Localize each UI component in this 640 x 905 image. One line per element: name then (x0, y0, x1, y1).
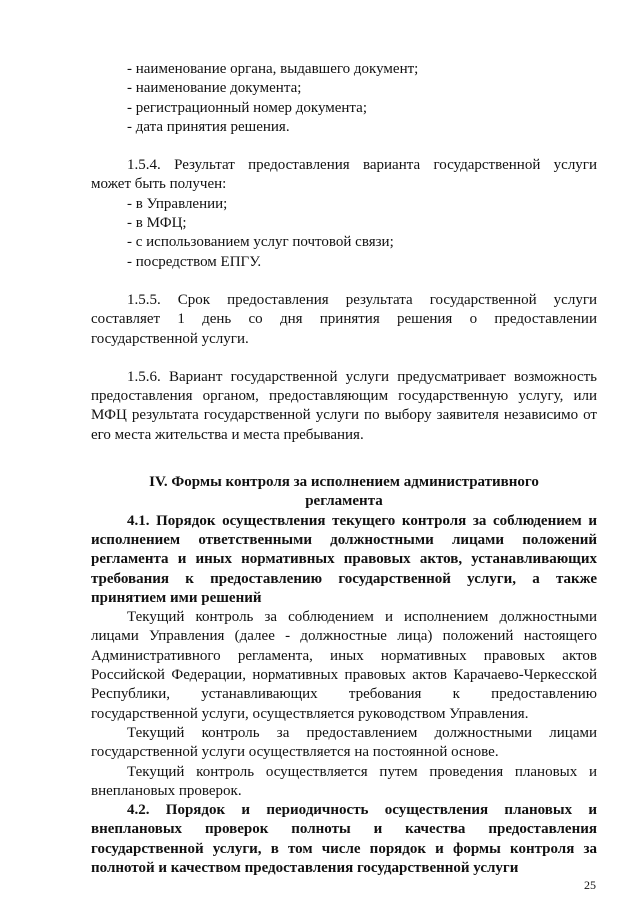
paragraph-line: государственной услуги осуществляется на постоянной основе. (91, 744, 499, 761)
list-item: - наименование документа; (127, 80, 302, 97)
heading-line: государственной услуги, в том числе порядок и формы контроля за (91, 840, 597, 857)
page-number: 25 (584, 878, 596, 892)
paragraph-line: Текущий контроль осуществляется путем проведения плановых и (127, 763, 597, 780)
section-title-line: регламента (305, 493, 383, 510)
paragraph-line: государственной услуги, осуществляется руководством Управления. (91, 705, 529, 722)
list-item: - дата принятия решения. (127, 118, 290, 135)
heading-line: внеплановых проверок полноты и качества предоставления (91, 821, 597, 838)
list-item: - с использованием услуг почтовой связи; (127, 234, 394, 251)
list-item: - посредством ЕПГУ. (127, 253, 262, 270)
heading-line: принятием ими решений (91, 589, 262, 606)
heading-line: 4.1. Порядок осуществления текущего контроля за соблюдением и (127, 512, 597, 529)
subsection-4-1-paragraph-2 (91, 724, 597, 763)
paragraph-line: составляет 1 день со дня принятия решения о предоставлении (91, 311, 597, 328)
subsection-4-1-paragraph-3 (91, 763, 597, 802)
paragraph-line: МФЦ результата государственной услуги по выбору заявителя независимо от (91, 407, 597, 424)
heading-line: исполнением ответственными должностными лицами положений (91, 531, 597, 548)
paragraph-line: предоставления органом, предоставляющим государственную услугу, или (91, 388, 597, 405)
paragraph-line: Текущий контроль за соблюдением и исполнением должностными (127, 609, 597, 626)
paragraph-line: может быть получен: (91, 176, 227, 193)
paragraph-line: 1.5.6. Вариант государственной услуги предусматривает возможность (127, 368, 597, 385)
paragraph-line: 1.5.4. Результат предоставления варианта государственной услуги (127, 157, 597, 174)
heading-line: регламента и иных нормативных правовых актов, устанавливающих (91, 551, 597, 568)
section-title-line: IV. Формы контроля за исполнением административного (149, 474, 539, 491)
paragraph-line: внеплановых проверок. (91, 782, 242, 799)
document-requisites-list (91, 60, 597, 137)
heading-line: 4.2. Порядок и периодичность осуществления плановых и (127, 802, 597, 819)
paragraph-line: 1.5.5. Срок предоставления результата государственной услуги (127, 291, 597, 308)
list-item: - наименование органа, выдавшего документ; (127, 61, 419, 77)
heading-line: полнотой и качеством предоставления государственной услуги (91, 859, 519, 876)
paragraph-line: государственной услуги. (91, 330, 249, 347)
paragraph-line: его места жительства и места пребывания. (91, 426, 364, 443)
paragraph-line: лицами Управления (далее - должностные лица) положений настоящего (91, 628, 597, 645)
list-item: - в Управлении; (127, 195, 228, 212)
paragraph-line: Текущий контроль за предоставлением должностными лицами (127, 724, 597, 741)
list-item: - в МФЦ; (127, 215, 187, 232)
paragraph-line: Административного регламента, иных нормативных правовых актов (91, 647, 597, 664)
list-item: - регистрационный номер документа; (127, 99, 367, 116)
paragraph-line: Российской Федерации, нормативных правовых актов Карачаево-Черкесской (91, 667, 597, 684)
subsection-4-1-paragraph-1 (91, 608, 597, 724)
page-content (91, 60, 597, 878)
paragraph-1-5-6 (91, 368, 597, 445)
heading-line: требования к предоставлению государственной услуги, а также (91, 570, 597, 587)
paragraph-1-5-4 (91, 156, 597, 272)
subsection-4-1-heading (91, 512, 597, 608)
section-4-title (91, 473, 597, 512)
subsection-4-2-heading (91, 801, 597, 878)
paragraph-1-5-5 (91, 291, 597, 349)
paragraph-line: Республики, устанавливающих требования к предоставлению (91, 686, 597, 703)
